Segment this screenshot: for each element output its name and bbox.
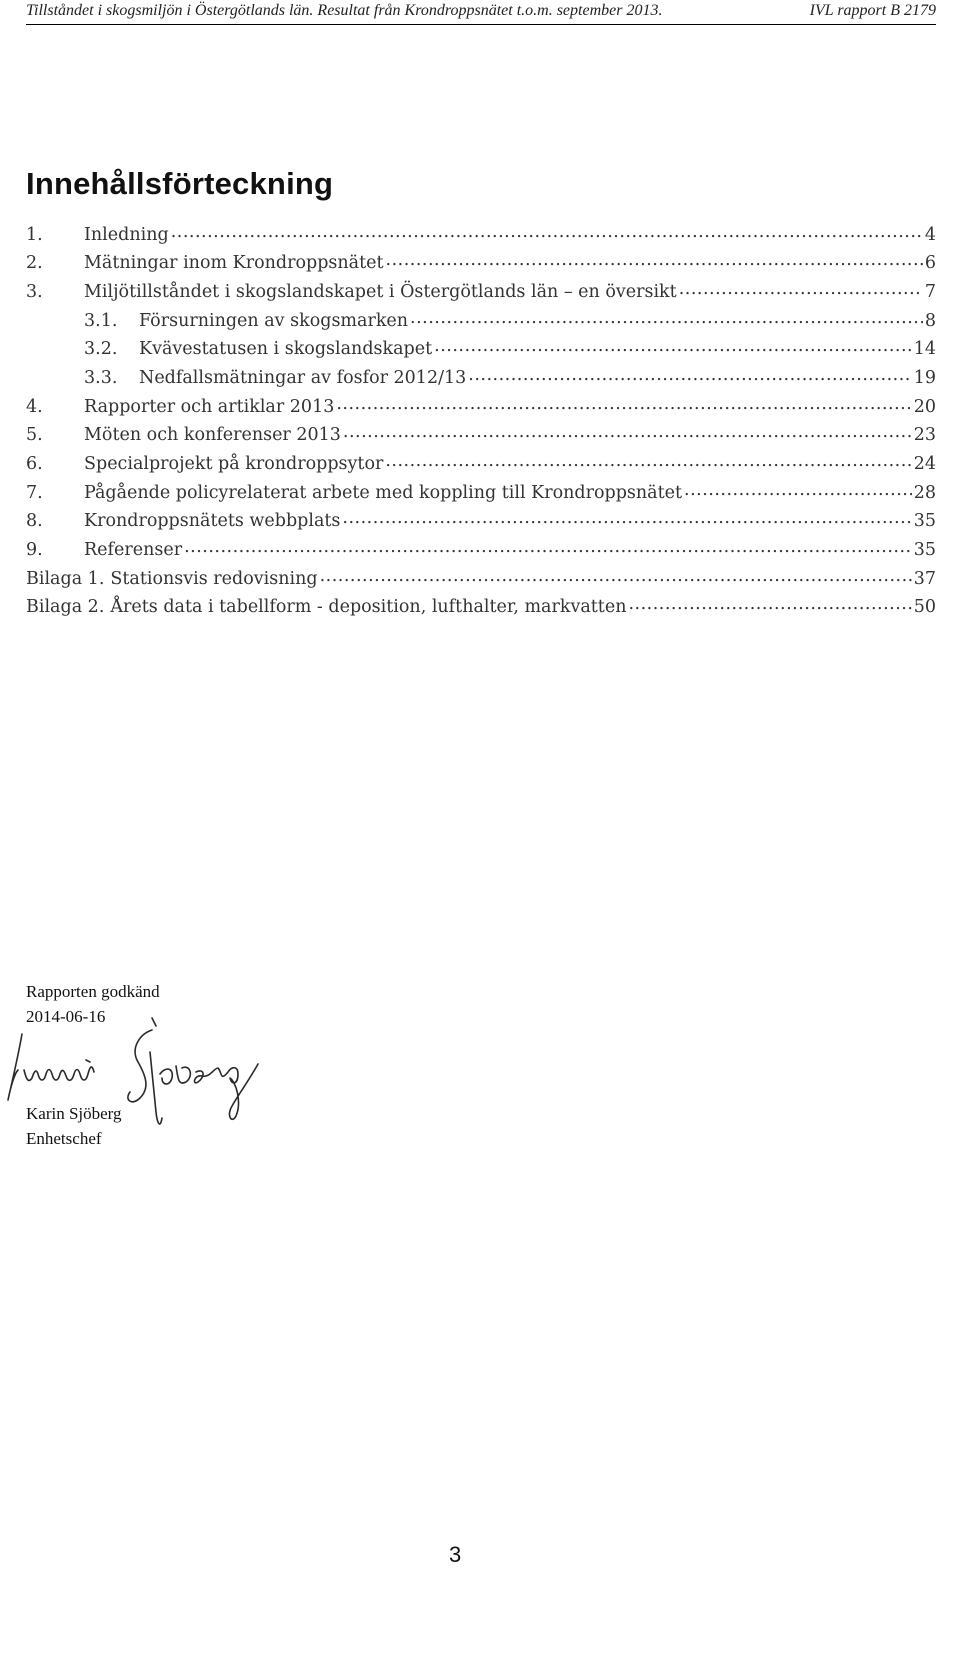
toc-dot-leader: [184, 538, 912, 556]
toc-entry-page: 19: [913, 367, 936, 388]
toc-entry-number: Bilaga 1.: [26, 568, 105, 589]
toc-entry-number: 3.3.: [84, 367, 118, 388]
toc-entry-number: 4.: [26, 396, 43, 417]
toc-entry-number: Bilaga 2.: [26, 597, 105, 618]
toc-entry-number: 5.: [26, 425, 43, 446]
toc-entry-page: 24: [913, 454, 936, 474]
toc-entry-title: Miljötillståndet i skogslandskapet i Östergötlands län – en översikt: [84, 281, 677, 302]
toc-entry-number: 8.: [26, 511, 43, 532]
toc-entry-number: 1.: [26, 224, 43, 245]
toc-entry-number: 3.2.: [84, 339, 118, 360]
header-title: Tillståndet i skogsmiljön i Östergötlands län. Resultat från Krondroppsnätet t.o.m. september 2013.: [26, 2, 663, 19]
toc-dot-leader: [410, 308, 923, 326]
toc-entry[interactable]: [26, 279, 936, 308]
toc-dot-leader: [320, 566, 912, 584]
toc-dot-leader: [336, 394, 911, 412]
toc-dot-leader: [171, 222, 923, 240]
toc-dot-leader: [343, 423, 912, 441]
signer-role: Enhetschef: [26, 1129, 102, 1148]
toc-entry-page: 35: [913, 511, 936, 532]
toc-dot-leader: [385, 452, 911, 470]
toc-entry[interactable]: [26, 308, 936, 337]
toc-entry[interactable]: [26, 251, 936, 280]
toc-entry-page: 23: [913, 425, 936, 446]
toc-entry-page: 28: [913, 482, 936, 503]
toc-entry-page: 37: [913, 568, 936, 589]
toc-entry[interactable]: [26, 595, 936, 624]
toc-entry-page: 6: [924, 253, 936, 274]
toc-entry-title: Försurningen av skogsmarken: [139, 310, 409, 331]
toc-entry-title: Möten och konferenser 2013: [84, 425, 341, 446]
toc-entry[interactable]: [26, 222, 936, 251]
toc-entry[interactable]: [26, 509, 936, 538]
toc-entry[interactable]: [26, 452, 936, 481]
toc-entry-page: 50: [913, 597, 936, 618]
toc-entry-page: 20: [913, 396, 936, 417]
toc-entry-title: Inledning: [84, 224, 169, 245]
toc-dot-leader: [628, 595, 911, 613]
toc-entry-page: 8: [924, 310, 936, 331]
toc-entry-number: 2.: [26, 253, 43, 274]
toc-entry-title: Pågående policyrelaterat arbete med koppling till Krondroppsnätet: [84, 482, 683, 503]
approval-label: Rapporten godkänd: [26, 982, 160, 1001]
toc-dot-leader: [386, 251, 923, 269]
toc-dot-leader: [342, 509, 911, 527]
approval-date: 2014-06-16: [26, 1007, 106, 1026]
toc-entry-title: Specialprojekt på krondroppsytor: [84, 454, 384, 474]
header-report-number: IVL rapport B 2179: [809, 2, 936, 19]
toc-entry[interactable]: [26, 538, 936, 567]
toc-entry-page: 35: [913, 540, 936, 561]
table-of-contents: [26, 222, 936, 624]
toc-entry-number: 9.: [26, 540, 43, 561]
toc-entry-title: Krondroppsnätets webbplats: [84, 511, 341, 532]
toc-entry-title: Årets data i tabellform - deposition, lufthalter, markvatten: [110, 597, 627, 618]
toc-entry-title: Kvävestatusen i skogslandskapet: [139, 339, 433, 360]
toc-entry-title: Stationsvis redovisning: [110, 568, 318, 589]
toc-dot-leader: [684, 480, 912, 498]
toc-dot-leader: [468, 365, 911, 383]
page-number: 3: [449, 1542, 462, 1567]
toc-entry-number: 6.: [26, 454, 43, 474]
toc-entry-page: 14: [913, 339, 936, 360]
toc-entry-title: Nedfallsmätningar av fosfor 2012/13: [139, 367, 467, 388]
toc-entry-number: 3.1.: [84, 310, 118, 331]
toc-dot-leader: [434, 337, 912, 355]
toc-entry[interactable]: [26, 423, 936, 452]
signer-block: [26, 1104, 122, 1154]
toc-entry[interactable]: [26, 365, 936, 394]
toc-entry[interactable]: [26, 480, 936, 509]
toc-entry-title: Mätningar inom Krondroppsnätet: [84, 253, 384, 274]
toc-entry[interactable]: [26, 394, 936, 423]
toc-entry[interactable]: [26, 566, 936, 595]
toc-entry-number: 3.: [26, 281, 43, 302]
toc-entry-number: 7.: [26, 482, 43, 503]
toc-dot-leader: [679, 279, 923, 297]
toc-entry-page: 4: [924, 224, 936, 245]
toc-entry-page: 7: [924, 281, 936, 302]
toc-heading: Innehållsförteckning: [26, 166, 334, 201]
toc-entry-title: Referenser: [84, 540, 183, 561]
toc-entry-title: Rapporter och artiklar 2013: [84, 396, 335, 417]
toc-entry[interactable]: [26, 337, 936, 366]
running-header: [26, 2, 936, 25]
signer-name: Karin Sjöberg: [26, 1104, 122, 1123]
